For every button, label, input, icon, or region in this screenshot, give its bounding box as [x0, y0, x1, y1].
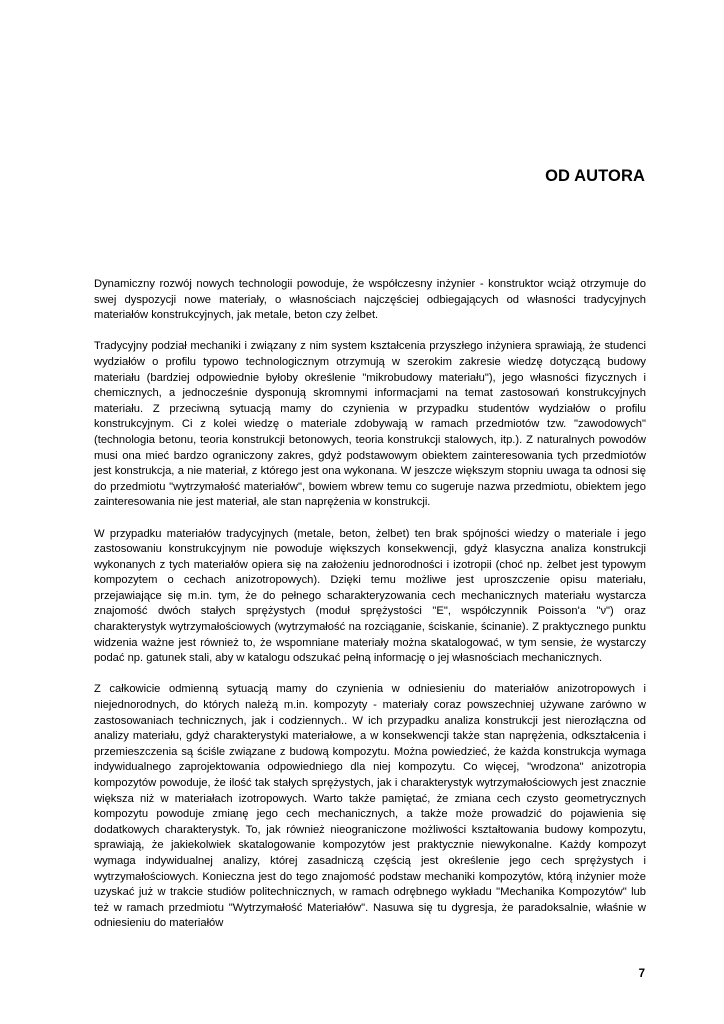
- page-title: OD AUTORA: [545, 167, 645, 185]
- page-number: 7: [638, 968, 645, 980]
- paragraph: Z całkowicie odmienną sytuacją mamy do czynienia w odniesieniu do materiałów anizotropowych i niejednorodnych, do których należą m.in. kompozyty - materiały coraz powszechniej używane zarówno w zastosowaniach technicznych, jak i codziennych.. W ich przypadku analiza konstrukcji jest nierozłączna od analizy materiału, gdyż charakterystyki materiałowe, a w konsekwencji także stan naprężenia, odkształcenia i przemieszczenia są ściśle związane z budową kompozytu. Można powiedzieć, że każda konstrukcja wymaga indywidualnego zaprojektowania odpowiedniego dla niej kompozytu. Co więcej, "wrodzona" anizotropia kompozytów powoduje, że ilość tak stałych sprężystych, jak i charakterystyk wytrzymałościowych jest znacznie większa niż w materiałach izotropowych. Warto także pamiętać, że zmiana cech czysto geometrycznych kompozytu powoduje zmianę jego cech mechanicznych, a także może prowadzić do pojawienia się dodatkowych charakterystyk. To, jak również nieograniczone możliwości kształtowania budowy kompozytu, sprawiają, że jakiekolwiek skatalogowanie kompozytów jest praktycznie niewykonalne. Każdy kompozyt wymaga indywidualnej analizy, której zasadniczą częścią jest określenie jego cech sprężystych i wytrzymałościowych. Konieczna jest do tego znajomość podstaw mechaniki kompozytów, którą inżynier może uzyskać już w trakcie studiów politechnicznych, w ramach odrębnego wykładu "Mechanika Kompozytów" lub też w ramach przedmiotu "Wytrzymałość Materiałów". Nasuwa się tu dygresja, że paradoksalnie, właśnie w odniesieniu do materiałów: [94, 683, 646, 930]
- body-text: [94, 277, 646, 932]
- paragraph: W przypadku materiałów tradycyjnych (metale, beton, żelbet) ten brak spójności wiedzy o materiale i jego zastosowaniu konstrukcyjnym nie powoduje większych konsekwencji, gdyż klasyczna analiza konstrukcji wykonanych z tych materiałów opiera się na założeniu jednorodności i izotropii (choć np. żelbet jest typowym kompozytem o cechach anizotropowych). Dzięki temu możliwe jest uproszczenie opisu materiału, przejawiające się m.in. tym, że do pełnego scharakteryzowania cech mechanicznych materiału wystarcza znajomość dwóch stałych sprężystych (moduł sprężystości "E", współczynnik Poisson'a "ν") oraz charakterystyk wytrzymałościowych (wytrzymałość na rozciąganie, ściskanie, ścinanie). Z praktycznego punktu widzenia ważne jest również to, że wspomniane materiały można skatalogować, w tym sensie, że wystarczy podać np. gatunek stali, aby w katalogu odszukać pełną informację o jej własnościach mechanicznych.: [94, 527, 646, 665]
- paragraph: Tradycyjny podział mechaniki i związany z nim system kształcenia przyszłego inżyniera sprawiają, że studenci wydziałów o profilu typowo technologicznym otrzymują w szerokim zakresie wiedzę dotyczącą budowy materiału (bardziej odpowiednie byłoby określenie "mikrobudowy materiału"), jego własności fizycznych i chemicznych, a jednocześnie dysponują skromnymi informacjami na temat zastosowań konstrukcyjnych materiału. Z przeciwną sytuacją mamy do czynienia w przypadku studentów wydziałów o profilu konstrukcyjnym. Ci z kolei wiedzę o materiale zdobywają w ramach przedmiotów tzw. "zawodowych" (technologia betonu, teoria konstrukcji betonowych, teoria konstrukcji stalowych, itp.). Z naturalnych powodów musi ona mieć bardzo ograniczony zakres, gdyż podstawowym obiektem zainteresowania tych przedmiotów jest konstrukcja, a nie materiał, z którego jest ona wykonana. W jeszcze większym stopniu uwaga ta odnosi się do przedmiotu "wytrzymałość materiałów", bowiem wbrew temu co sugeruje nazwa przedmiotu, obiektem jego zainteresowania nie jest materiał, ale stan naprężenia w konstrukcji.: [94, 340, 646, 509]
- paragraph: Dynamiczny rozwój nowych technologii powoduje, że współczesny inżynier - konstruktor wciąż otrzymuje do swej dyspozycji nowe materiały, o własnościach najczęściej odbiegających od własności tradycyjnych materiałów konstrukcyjnych, jak metale, beton czy żelbet.: [94, 278, 646, 322]
